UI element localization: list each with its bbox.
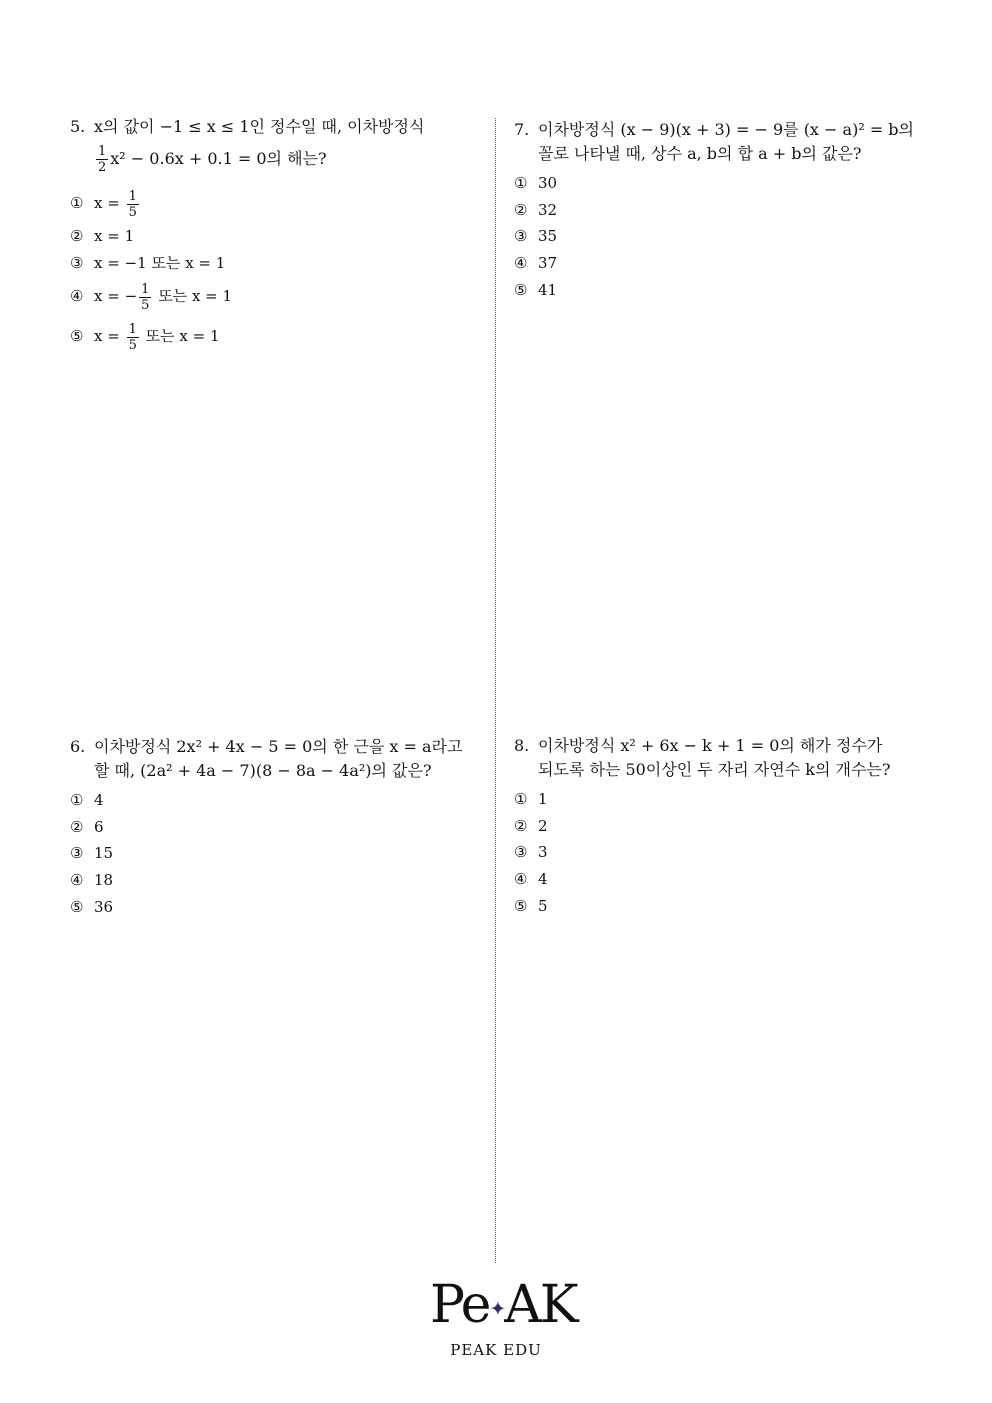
question-text-line1: 이차방정식 (x − 9)(x + 3) = − 9를 (x − a)² = b의 bbox=[538, 120, 915, 139]
question-number: 5. bbox=[70, 117, 86, 136]
question-7 bbox=[514, 118, 934, 304]
option-3[interactable]: ③ 3 bbox=[514, 843, 548, 862]
option-5[interactable]: ⑤ x = $\frac{1}{5}$ 또는 x = 1 bbox=[70, 321, 220, 353]
option-4[interactable]: ④ 4 bbox=[514, 870, 548, 889]
option-1[interactable]: ① 4 bbox=[70, 791, 104, 809]
question-text-line1: 이차방정식 x² + 6x − k + 1 = 0의 해가 정수가 bbox=[538, 736, 883, 755]
question-number: 8. bbox=[514, 736, 530, 755]
option-4[interactable]: ④ x = − $\frac{1}{5}$ 또는 x = 1 bbox=[70, 281, 233, 313]
logo-text: PEAK EDU bbox=[450, 1340, 542, 1359]
question-number: 7. bbox=[514, 120, 530, 139]
options-list bbox=[514, 786, 934, 920]
option-2[interactable]: ② 32 bbox=[514, 200, 558, 219]
peak-edu-logo bbox=[430, 1275, 577, 1359]
fraction: $\frac{1}{2}$ bbox=[98, 144, 107, 175]
option-1[interactable]: ① 1 bbox=[514, 790, 548, 808]
question-5 bbox=[70, 115, 480, 356]
question-text-line2: 되도록 하는 50이상인 두 자리 자연수 k의 개수는? bbox=[538, 760, 891, 779]
options-list bbox=[514, 170, 934, 304]
option-3[interactable]: ③ 35 bbox=[514, 227, 558, 246]
question-text-line1: x의 값이 −1 ≤ x ≤ 1인 정수일 때, 이차방정식 bbox=[94, 117, 425, 136]
star-icon: ✦ bbox=[489, 1296, 505, 1321]
option-2[interactable]: ② x = 1 bbox=[70, 227, 135, 245]
option-5[interactable]: ⑤ 36 bbox=[70, 897, 114, 916]
question-text-line2: $\frac{1}{2}$ x² − 0.6x + 0.1 = 0의 해는? bbox=[98, 144, 327, 175]
option-2[interactable]: ② 6 bbox=[70, 817, 104, 836]
option-1[interactable]: ① x = $\frac{1}{5}$ bbox=[70, 188, 137, 220]
question-text-line2: 꼴로 나타낼 때, 상수 a, b의 합 a + b의 값은? bbox=[538, 144, 862, 163]
option-4[interactable]: ④ 37 bbox=[514, 254, 558, 273]
option-3[interactable]: ③ 15 bbox=[70, 844, 114, 863]
option-5[interactable]: ⑤ 41 bbox=[514, 280, 558, 299]
option-2[interactable]: ② 2 bbox=[514, 816, 548, 835]
question-8 bbox=[514, 734, 934, 920]
question-text-line1: 이차방정식 2x² + 4x − 5 = 0의 한 근을 x = a라고 bbox=[94, 737, 463, 756]
question-number: 6. bbox=[70, 737, 86, 756]
options-list bbox=[70, 787, 485, 921]
column-divider bbox=[495, 118, 496, 1263]
logo-mark: Pe✦AK bbox=[430, 1275, 577, 1335]
option-4[interactable]: ④ 18 bbox=[70, 871, 114, 890]
question-6 bbox=[70, 735, 485, 921]
option-5[interactable]: ⑤ 5 bbox=[514, 896, 548, 915]
options-list bbox=[70, 183, 480, 356]
question-text-line2: 할 때, (2a² + 4a − 7)(8 − 8a − 4a²)의 값은? bbox=[94, 761, 432, 780]
option-1[interactable]: ① 30 bbox=[514, 174, 558, 192]
option-3[interactable]: ③ x = −1 또는 x = 1 bbox=[70, 253, 226, 272]
